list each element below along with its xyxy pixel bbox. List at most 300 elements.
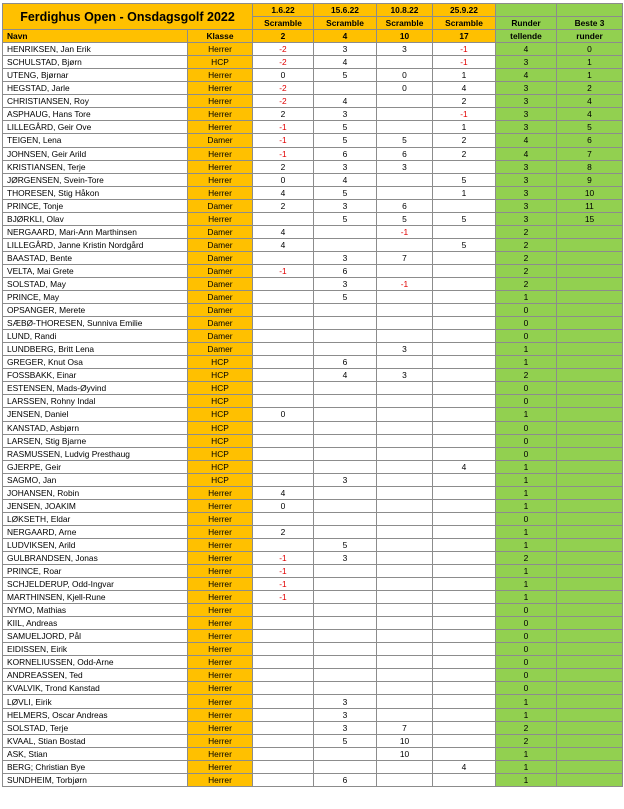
best-three-rank — [557, 447, 623, 460]
best-three-rank — [557, 591, 623, 604]
table-row — [3, 343, 623, 356]
round-1-score — [253, 434, 314, 447]
best-three-rank — [557, 421, 623, 434]
player-name: KVALVIK, Trond Kanstad — [3, 682, 188, 695]
round-3-score — [377, 95, 433, 108]
player-name: NYMO, Mathias — [3, 604, 188, 617]
round-1-score: 2 — [253, 199, 314, 212]
round-4-score — [433, 225, 496, 238]
round-1-score: 4 — [253, 186, 314, 199]
best-three-rank — [557, 486, 623, 499]
round-4-score — [433, 434, 496, 447]
date-header-4: 25.9.22 — [433, 4, 496, 17]
best-three-rank — [557, 551, 623, 564]
counting-rounds: 0 — [496, 382, 557, 395]
player-class: Damer — [188, 238, 253, 251]
player-name: GREGER, Knut Osa — [3, 356, 188, 369]
round-3-score — [377, 773, 433, 786]
round-4-score — [433, 343, 496, 356]
player-class: Damer — [188, 251, 253, 264]
counting-rounds: 0 — [496, 447, 557, 460]
table-row — [3, 69, 623, 82]
best-three-rank — [557, 330, 623, 343]
best-three-rank — [557, 408, 623, 421]
round-3-score — [377, 630, 433, 643]
counting-rounds: 3 — [496, 108, 557, 121]
round-4-score — [433, 304, 496, 317]
table-row — [3, 604, 623, 617]
player-name: OPSANGER, Merete — [3, 304, 188, 317]
table-row — [3, 643, 623, 656]
player-class: Herrer — [188, 486, 253, 499]
round-3-score — [377, 421, 433, 434]
round-3-score — [377, 108, 433, 121]
round-1-score: -1 — [253, 121, 314, 134]
round-3-score — [377, 525, 433, 538]
counting-rounds: 3 — [496, 121, 557, 134]
counting-rounds: 0 — [496, 669, 557, 682]
table-row — [3, 43, 623, 56]
round-2-score: 3 — [314, 199, 377, 212]
format-header-2: Scramble — [314, 17, 377, 30]
player-name: JENSEN, JOAKIM — [3, 499, 188, 512]
best-three-rank — [557, 238, 623, 251]
table-row — [3, 460, 623, 473]
best-three-rank — [557, 604, 623, 617]
round-1-score — [253, 682, 314, 695]
best-three-rank — [557, 525, 623, 538]
round-4-score — [433, 747, 496, 760]
player-class: HCP — [188, 56, 253, 69]
player-class: Herrer — [188, 747, 253, 760]
table-row — [3, 95, 623, 108]
player-class: Herrer — [188, 591, 253, 604]
round-2-score — [314, 434, 377, 447]
counting-rounds: 1 — [496, 591, 557, 604]
round-1-score: -1 — [253, 591, 314, 604]
table-row — [3, 525, 623, 538]
player-class: Herrer — [188, 630, 253, 643]
round-4-score — [433, 682, 496, 695]
round-2-score — [314, 682, 377, 695]
counting-rounds: 1 — [496, 760, 557, 773]
round-4-score — [433, 486, 496, 499]
sheet-title: Ferdighus Open - Onsdagsgolf 2022 — [3, 4, 253, 30]
player-name: PRINCE, May — [3, 291, 188, 304]
player-class: Herrer — [188, 525, 253, 538]
best-three-rank — [557, 578, 623, 591]
header-row-dates — [3, 4, 623, 17]
player-class: Damer — [188, 304, 253, 317]
table-row — [3, 160, 623, 173]
round-4-score — [433, 565, 496, 578]
round-1-score — [253, 356, 314, 369]
round-2-score: 5 — [314, 734, 377, 747]
counting-rounds: 1 — [496, 747, 557, 760]
round-2-score — [314, 486, 377, 499]
player-class: HCP — [188, 421, 253, 434]
round-3-score — [377, 264, 433, 277]
round-1-score: 0 — [253, 69, 314, 82]
date-header-3: 10.8.22 — [377, 4, 433, 17]
table-row — [3, 473, 623, 486]
round-number-2: 4 — [314, 30, 377, 43]
round-3-score — [377, 408, 433, 421]
best-three-rank — [557, 264, 623, 277]
best-three-rank: 5 — [557, 121, 623, 134]
round-4-score — [433, 551, 496, 564]
player-name: SÆBØ-THORESEN, Sunniva Emilie — [3, 317, 188, 330]
round-1-score — [253, 291, 314, 304]
counting-rounds: 2 — [496, 721, 557, 734]
round-1-score — [253, 760, 314, 773]
round-2-score: 3 — [314, 473, 377, 486]
round-4-score — [433, 591, 496, 604]
player-class: Herrer — [188, 695, 253, 708]
player-class: Herrer — [188, 147, 253, 160]
counting-rounds: 0 — [496, 604, 557, 617]
best-three-rank — [557, 434, 623, 447]
round-3-score — [377, 578, 433, 591]
counting-rounds: 1 — [496, 460, 557, 473]
round-2-score — [314, 747, 377, 760]
best-three-rank — [557, 695, 623, 708]
table-row — [3, 538, 623, 551]
round-3-score: 3 — [377, 43, 433, 56]
round-3-score — [377, 486, 433, 499]
table-row — [3, 304, 623, 317]
table-row — [3, 369, 623, 382]
round-3-score — [377, 186, 433, 199]
round-3-score: 3 — [377, 160, 433, 173]
player-class: Herrer — [188, 95, 253, 108]
player-name: BERG; Christian Bye — [3, 760, 188, 773]
player-name: LØKSETH, Eldar — [3, 512, 188, 525]
round-1-score — [253, 369, 314, 382]
round-4-score: 2 — [433, 134, 496, 147]
player-name: SOLSTAD, May — [3, 277, 188, 290]
table-row — [3, 499, 623, 512]
round-2-score: 3 — [314, 251, 377, 264]
player-class: Herrer — [188, 643, 253, 656]
round-4-score: -1 — [433, 56, 496, 69]
player-class: Herrer — [188, 760, 253, 773]
player-class: HCP — [188, 408, 253, 421]
player-class: Damer — [188, 277, 253, 290]
round-4-score — [433, 395, 496, 408]
table-row — [3, 578, 623, 591]
table-row — [3, 212, 623, 225]
player-name: JENSEN, Daniel — [3, 408, 188, 421]
counting-rounds: 4 — [496, 69, 557, 82]
table-row — [3, 721, 623, 734]
counting-rounds: 3 — [496, 186, 557, 199]
player-class: Herrer — [188, 551, 253, 564]
player-class: HCP — [188, 434, 253, 447]
player-class: HCP — [188, 395, 253, 408]
round-1-score — [253, 669, 314, 682]
round-3-score: 7 — [377, 721, 433, 734]
round-3-score — [377, 760, 433, 773]
player-class: Herrer — [188, 82, 253, 95]
best-three-rank — [557, 251, 623, 264]
round-1-score: 0 — [253, 408, 314, 421]
best-three-rank: 1 — [557, 69, 623, 82]
round-3-score — [377, 499, 433, 512]
best-three-rank: 4 — [557, 95, 623, 108]
round-1-score: 4 — [253, 486, 314, 499]
player-class: HCP — [188, 369, 253, 382]
round-3-score — [377, 565, 433, 578]
column-header-klasse: Klasse — [188, 30, 253, 43]
round-4-score — [433, 578, 496, 591]
player-class: Herrer — [188, 708, 253, 721]
counting-rounds: 0 — [496, 643, 557, 656]
round-3-score — [377, 604, 433, 617]
player-name: KORNELIUSSEN, Odd-Arne — [3, 656, 188, 669]
round-2-score: 6 — [314, 773, 377, 786]
table-row — [3, 225, 623, 238]
round-2-score — [314, 447, 377, 460]
player-class: Herrer — [188, 656, 253, 669]
player-name: VELTA, Mai Grete — [3, 264, 188, 277]
round-2-score: 5 — [314, 69, 377, 82]
round-4-score — [433, 199, 496, 212]
counting-rounds: 0 — [496, 304, 557, 317]
round-4-score — [433, 630, 496, 643]
round-2-score — [314, 669, 377, 682]
best-three-rank: 1 — [557, 56, 623, 69]
best-three-rank — [557, 304, 623, 317]
best-three-rank: 8 — [557, 160, 623, 173]
table-row — [3, 630, 623, 643]
best-three-rank — [557, 708, 623, 721]
round-3-score — [377, 695, 433, 708]
best-three-rank: 15 — [557, 212, 623, 225]
counting-rounds: 0 — [496, 421, 557, 434]
round-4-score — [433, 291, 496, 304]
player-name: SAMUELJORD, Pål — [3, 630, 188, 643]
player-name: LILLEGÅRD, Geir Ove — [3, 121, 188, 134]
table-row — [3, 199, 623, 212]
round-1-score: 4 — [253, 238, 314, 251]
table-row — [3, 134, 623, 147]
round-1-score — [253, 304, 314, 317]
player-name: SAGMO, Jan — [3, 473, 188, 486]
beste-header-top: Beste 3 — [557, 17, 623, 30]
counting-rounds: 2 — [496, 551, 557, 564]
player-class: Herrer — [188, 43, 253, 56]
round-4-score — [433, 330, 496, 343]
round-1-score: -1 — [253, 551, 314, 564]
round-2-score: 5 — [314, 291, 377, 304]
best-three-rank — [557, 291, 623, 304]
table-row — [3, 356, 623, 369]
table-row — [3, 734, 623, 747]
round-4-score — [433, 277, 496, 290]
round-2-score: 3 — [314, 721, 377, 734]
best-three-rank — [557, 343, 623, 356]
best-three-rank — [557, 277, 623, 290]
player-class: Herrer — [188, 773, 253, 786]
round-4-score: 4 — [433, 460, 496, 473]
round-4-score — [433, 538, 496, 551]
round-1-score — [253, 382, 314, 395]
counting-rounds: 1 — [496, 473, 557, 486]
round-3-score — [377, 551, 433, 564]
player-name: NERGAARD, Mari-Ann Marthinsen — [3, 225, 188, 238]
table-row — [3, 173, 623, 186]
round-3-score — [377, 708, 433, 721]
table-row — [3, 773, 623, 786]
counting-rounds: 1 — [496, 538, 557, 551]
date-header-1: 1.6.22 — [253, 4, 314, 17]
best-three-rank — [557, 538, 623, 551]
counting-rounds: 0 — [496, 630, 557, 643]
round-2-score — [314, 591, 377, 604]
player-name: ANDREASSEN, Ted — [3, 669, 188, 682]
best-three-rank — [557, 617, 623, 630]
counting-rounds: 1 — [496, 356, 557, 369]
player-class: Herrer — [188, 669, 253, 682]
round-3-score: 3 — [377, 343, 433, 356]
round-3-score: 5 — [377, 212, 433, 225]
player-class: Damer — [188, 343, 253, 356]
player-name: HEGSTAD, Jarle — [3, 82, 188, 95]
table-row — [3, 408, 623, 421]
round-2-score: 4 — [314, 56, 377, 69]
round-2-score — [314, 82, 377, 95]
table-row — [3, 447, 623, 460]
round-1-score — [253, 421, 314, 434]
round-4-score: 1 — [433, 121, 496, 134]
table-row — [3, 238, 623, 251]
round-2-score — [314, 565, 377, 578]
round-2-score — [314, 330, 377, 343]
round-2-score: 6 — [314, 356, 377, 369]
best-three-rank — [557, 395, 623, 408]
round-2-score — [314, 317, 377, 330]
player-name: JOHANSEN, Robin — [3, 486, 188, 499]
player-class: Herrer — [188, 186, 253, 199]
round-1-score: -2 — [253, 43, 314, 56]
player-class: HCP — [188, 473, 253, 486]
player-class: HCP — [188, 356, 253, 369]
table-row — [3, 330, 623, 343]
best-three-rank: 7 — [557, 147, 623, 160]
round-2-score — [314, 382, 377, 395]
round-4-score: 2 — [433, 95, 496, 108]
player-name: BAASTAD, Bente — [3, 251, 188, 264]
round-4-score — [433, 734, 496, 747]
runder-header-blank — [496, 4, 557, 17]
round-3-score: -1 — [377, 225, 433, 238]
round-1-score — [253, 708, 314, 721]
best-three-rank — [557, 760, 623, 773]
round-1-score: -1 — [253, 264, 314, 277]
table-row — [3, 421, 623, 434]
round-4-score — [433, 773, 496, 786]
player-class: Damer — [188, 317, 253, 330]
best-three-rank — [557, 630, 623, 643]
round-1-score — [253, 630, 314, 643]
round-3-score — [377, 656, 433, 669]
table-row — [3, 486, 623, 499]
round-1-score: -2 — [253, 56, 314, 69]
round-4-score — [433, 604, 496, 617]
round-2-score: 5 — [314, 134, 377, 147]
counting-rounds: 4 — [496, 147, 557, 160]
round-2-score — [314, 604, 377, 617]
player-class: Herrer — [188, 565, 253, 578]
round-3-score — [377, 669, 433, 682]
player-class: Herrer — [188, 212, 253, 225]
table-row — [3, 251, 623, 264]
round-1-score — [253, 395, 314, 408]
best-three-rank: 10 — [557, 186, 623, 199]
table-row — [3, 708, 623, 721]
player-class: Herrer — [188, 682, 253, 695]
round-1-score — [253, 473, 314, 486]
round-3-score: 7 — [377, 251, 433, 264]
player-name: FOSSBAKK, Einar — [3, 369, 188, 382]
round-2-score: 3 — [314, 160, 377, 173]
round-4-score — [433, 408, 496, 421]
round-2-score: 5 — [314, 186, 377, 199]
best-three-rank — [557, 460, 623, 473]
round-4-score — [433, 721, 496, 734]
round-3-score — [377, 56, 433, 69]
round-2-score: 4 — [314, 369, 377, 382]
round-4-score — [433, 264, 496, 277]
round-3-score — [377, 460, 433, 473]
round-3-score — [377, 304, 433, 317]
player-name: TEIGEN, Lena — [3, 134, 188, 147]
player-class: Herrer — [188, 721, 253, 734]
round-3-score — [377, 330, 433, 343]
round-4-score — [433, 447, 496, 460]
round-1-score — [253, 343, 314, 356]
round-4-score: -1 — [433, 108, 496, 121]
player-class: Herrer — [188, 512, 253, 525]
column-header-navn: Navn — [3, 30, 188, 43]
counting-rounds: 2 — [496, 251, 557, 264]
player-name: THORESEN, Stig Håkon — [3, 186, 188, 199]
player-class: Herrer — [188, 108, 253, 121]
best-three-rank: 6 — [557, 134, 623, 147]
round-4-score — [433, 499, 496, 512]
player-name: JØRGENSEN, Svein-Tore — [3, 173, 188, 186]
header-row-columns — [3, 30, 623, 43]
player-name: HELMERS, Oscar Andreas — [3, 708, 188, 721]
player-class: Herrer — [188, 538, 253, 551]
counting-rounds: 3 — [496, 82, 557, 95]
round-1-score: -1 — [253, 147, 314, 160]
round-3-score — [377, 395, 433, 408]
table-row — [3, 669, 623, 682]
best-three-rank — [557, 369, 623, 382]
player-name: GJERPE, Geir — [3, 460, 188, 473]
round-4-score — [433, 695, 496, 708]
round-3-score — [377, 238, 433, 251]
round-1-score: 0 — [253, 499, 314, 512]
counting-rounds: 0 — [496, 512, 557, 525]
best-three-rank: 9 — [557, 173, 623, 186]
round-1-score — [253, 773, 314, 786]
round-2-score: 3 — [314, 43, 377, 56]
round-4-score: 5 — [433, 212, 496, 225]
round-3-score — [377, 291, 433, 304]
